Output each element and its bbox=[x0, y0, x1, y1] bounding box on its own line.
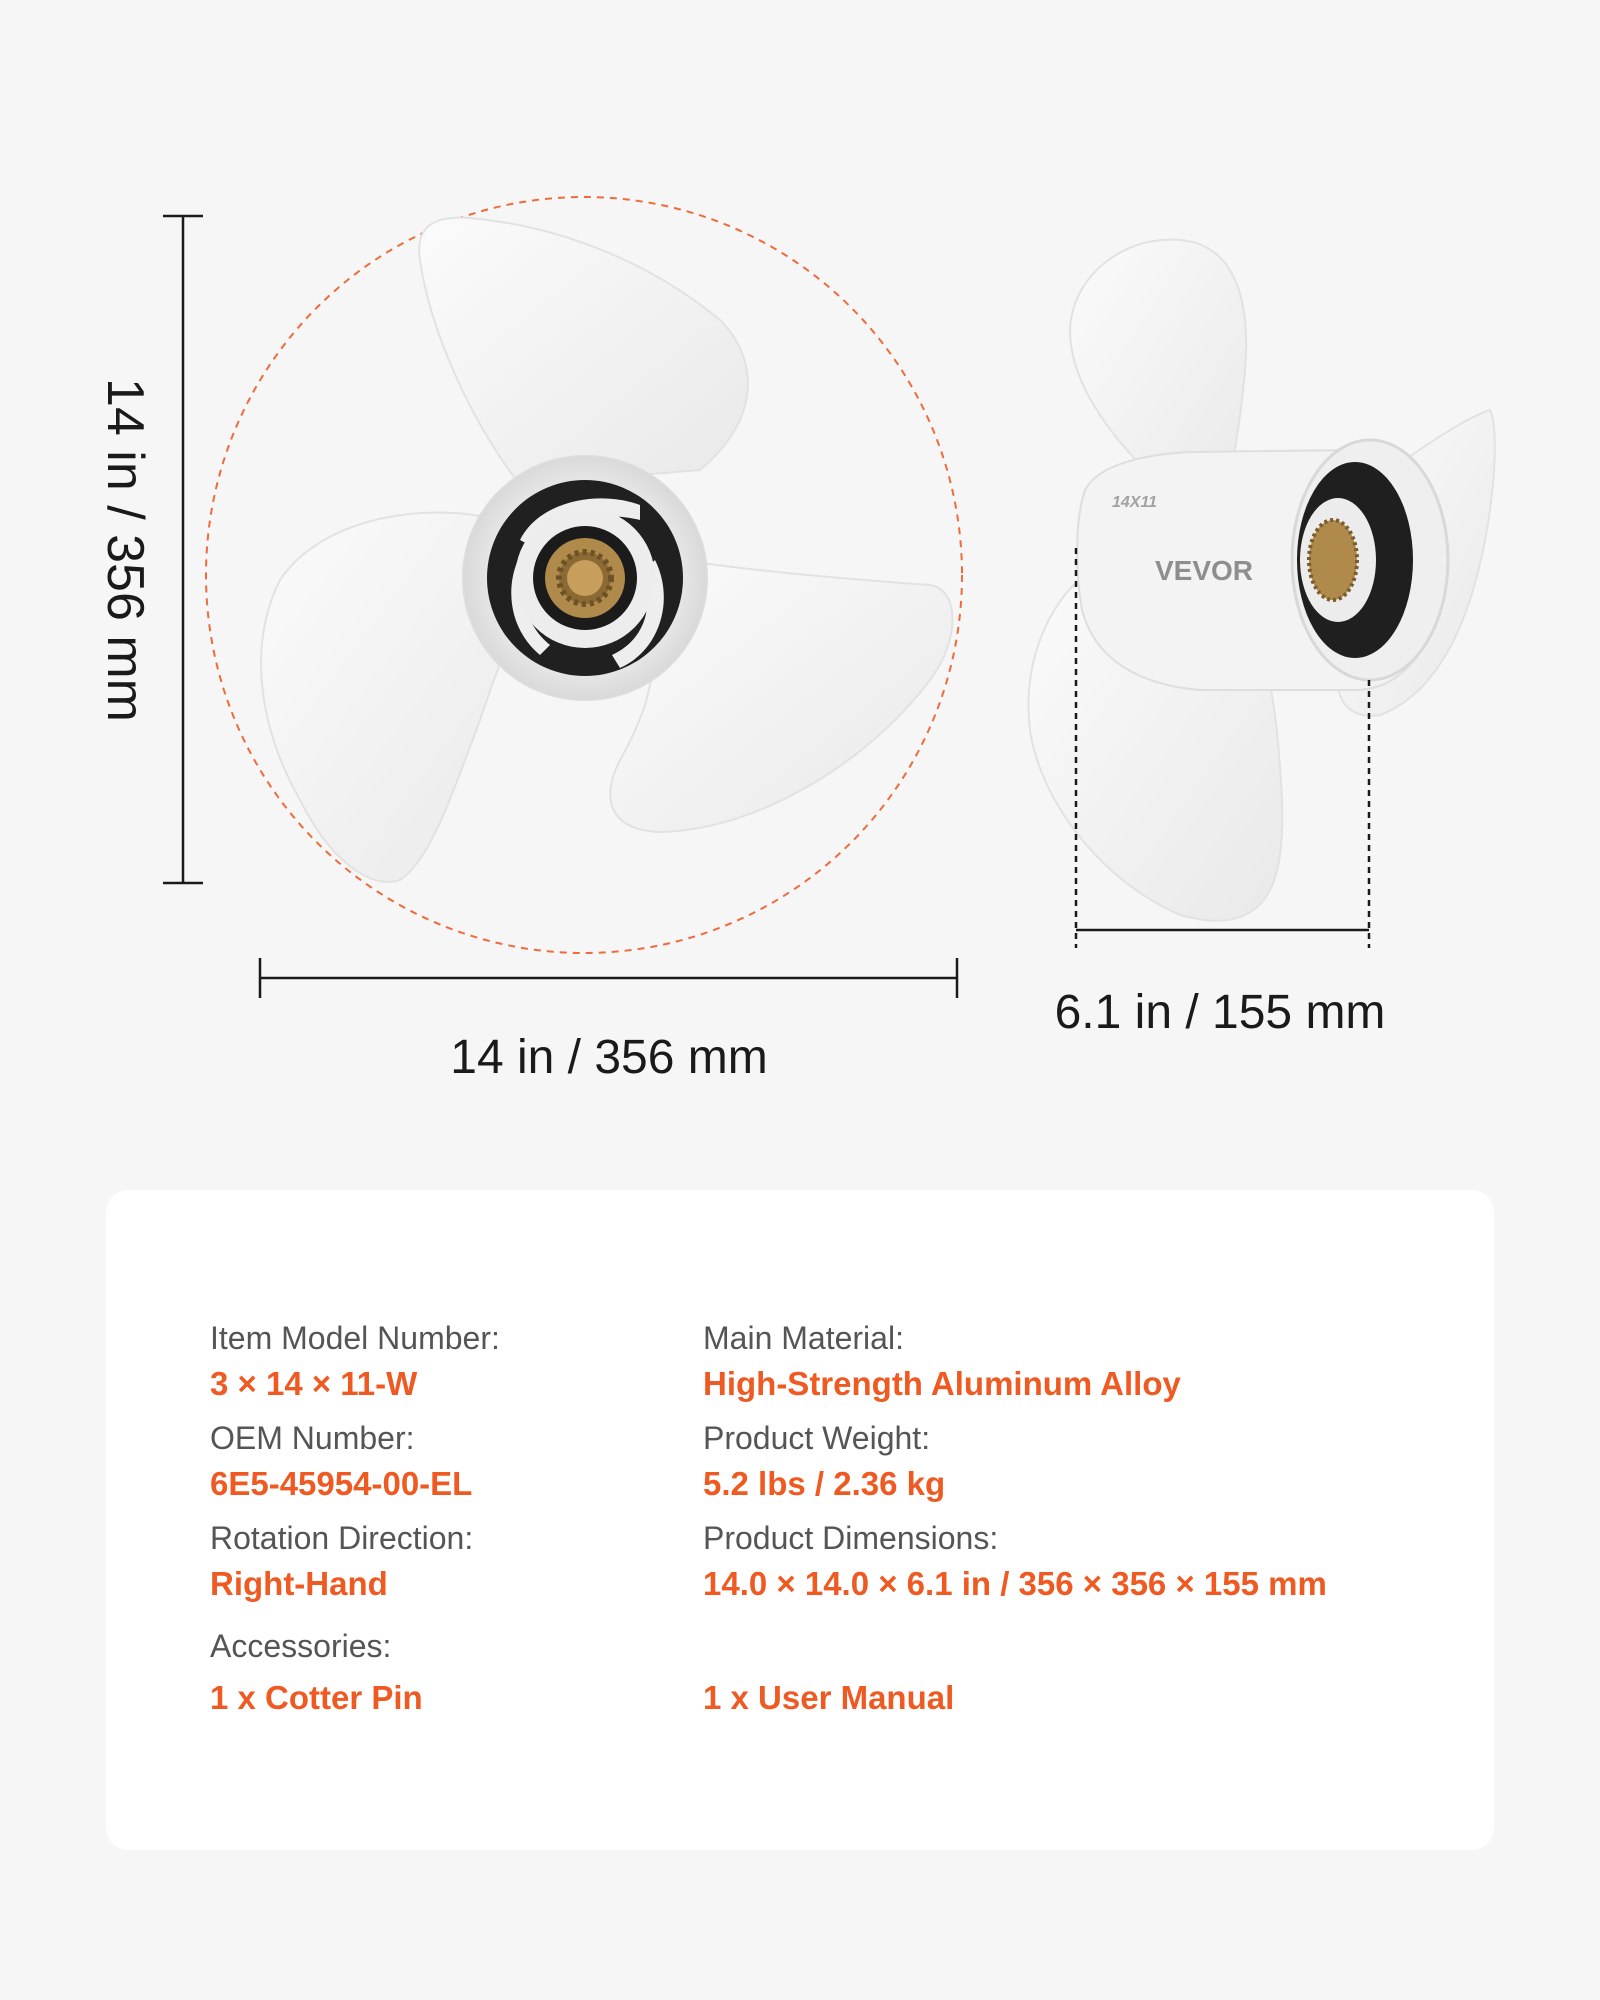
main-material-value: High-Strength Aluminum Alloy bbox=[703, 1365, 1181, 1402]
accessories-value-user-manual: 1 x User Manual bbox=[703, 1679, 955, 1716]
side-view-propeller bbox=[1028, 240, 1494, 921]
height-dimension-line bbox=[163, 216, 203, 883]
front-view-propeller bbox=[206, 197, 962, 953]
front-height-label: 14 in / 356 mm bbox=[96, 378, 154, 722]
oem-number-value: 6E5-45954-00-EL bbox=[210, 1465, 473, 1502]
accessories-value-cotter-pin: 1 x Cotter Pin bbox=[210, 1679, 423, 1716]
rotation-direction-label: Rotation Direction: bbox=[210, 1520, 474, 1556]
width-dimension-line bbox=[260, 958, 957, 998]
accessories-label-spacer bbox=[703, 1626, 1327, 1672]
product-dimensions-value: 14.0 × 14.0 × 6.1 in / 356 × 356 × 155 mm bbox=[703, 1565, 1327, 1602]
rotation-direction-value: Right-Hand bbox=[210, 1565, 388, 1602]
propeller-blade-upper bbox=[419, 218, 748, 485]
oem-number-label: OEM Number: bbox=[210, 1420, 415, 1456]
product-weight-label: Product Weight: bbox=[703, 1420, 931, 1456]
spec-card bbox=[106, 1190, 1494, 1850]
main-material-label: Main Material: bbox=[703, 1320, 904, 1356]
spec-column-left bbox=[210, 1318, 500, 1732]
side-brand-mark: VEVOR bbox=[1155, 555, 1254, 586]
product-dimensions-label: Product Dimensions: bbox=[703, 1520, 999, 1556]
item-model-number-value: 3 × 14 × 11-W bbox=[210, 1365, 418, 1402]
product-weight-value: 5.2 lbs / 2.36 kg bbox=[703, 1465, 946, 1502]
front-width-label: 14 in / 356 mm bbox=[450, 1031, 768, 1084]
spline-center bbox=[567, 560, 603, 596]
side-depth-label: 6.1 in / 155 mm bbox=[1054, 986, 1386, 1039]
item-model-number-label: Item Model Number: bbox=[210, 1320, 500, 1356]
side-size-mark: 14X11 bbox=[1112, 494, 1158, 511]
spec-column-right bbox=[703, 1318, 1327, 1732]
side-spline-bushing bbox=[1309, 520, 1357, 600]
accessories-label: Accessories: bbox=[210, 1628, 392, 1664]
